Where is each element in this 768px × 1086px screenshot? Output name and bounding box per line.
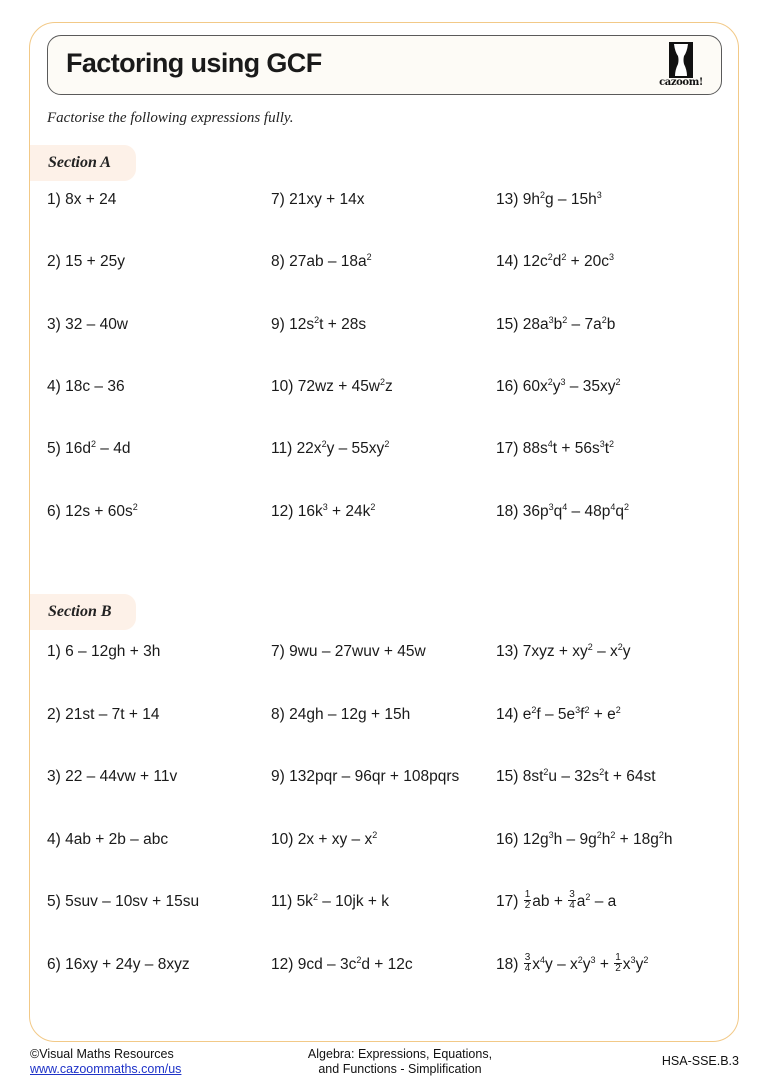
question-item: 2) 15 + 25y [47, 253, 125, 271]
question-item: 1) 6 – 12gh + 3h [47, 643, 161, 660]
question-item: 13) $7xyz + xy^2 - x^2y$ [496, 642, 631, 660]
question-item: 7) 9wu – 27wuv + 45w [271, 643, 426, 660]
question-item: 1) 8x + 24 [47, 191, 117, 208]
cazoom-cup-icon [669, 42, 693, 78]
question-item: 16) $12g^3h - 9g^2h^2 + 18g^2h$ [496, 829, 673, 848]
footer-topic [295, 1047, 505, 1077]
question-item: 4) 18c – 36 [47, 377, 125, 395]
question-item: 18) $\frac{3}{4}$ $x^4y - x^2y^3$ + $\frac{1}{2}$ $x^3y^2$ [496, 951, 649, 974]
question-item: 10) 2x + xy – $x^2$ [271, 829, 378, 848]
topic-line-2: and Functions - Simplification [318, 1062, 482, 1076]
section-a-tab [30, 145, 136, 181]
fraction: $\frac{3}{4}$ [524, 951, 531, 974]
question-item: 12) $16k^3 + 24k^2$ [271, 501, 376, 520]
question-item: 15) $28a^3b^2 - 7a^2b$ [496, 314, 616, 333]
fraction: $\frac{1}{2}$ [524, 889, 531, 912]
section-b-label: Section B [48, 603, 112, 620]
question-item: 17) $88s^4t + 56s^3t^2$ [496, 439, 615, 458]
copyright-text: ©Visual Maths Resources [30, 1047, 174, 1061]
question-item: 5) 5suv – 10sv + 15su [47, 893, 200, 910]
question-item: 6) $12s + 60s^2$ [47, 501, 138, 520]
question-item: 3) 32 – 40w [47, 315, 129, 333]
question-item: 16) $60x^2y^3 - 35xy^2$ [496, 376, 621, 395]
question-item: 10) $72wz + 45w^2z$ [271, 376, 393, 395]
footer-standard: HSA-SSE.B.3 [661, 1054, 739, 1068]
fraction: $\frac{1}{2}$ [615, 951, 621, 974]
question-item: 2) 21st – 7t + 14 [47, 705, 160, 723]
question-item: 5) $16d^2 - 4d$ [47, 439, 131, 458]
question-item: 9) 132pqr – 96qr + 108pqrs [271, 768, 460, 785]
cazoom-logo [657, 42, 705, 90]
fraction: $\frac{3}{4}$ [569, 889, 575, 912]
question-item: 14) $e^2f - 5e^3f^2 + e^2$ [496, 704, 621, 723]
question-item: 15) $8st^2u - 32s^2t + 64st$ [496, 767, 656, 785]
instruction-text: Factorise the following expressions fully. [47, 110, 294, 126]
logo-text: cazoom! [659, 77, 703, 88]
question-item: 8) 24gh – 12g + 15h [271, 705, 411, 723]
question-item: 4) 4ab + 2b – abc [47, 830, 169, 848]
title-box [47, 35, 722, 95]
question-item: 7) 21xy + 14x [271, 191, 365, 208]
page-title: Factoring using GCF [66, 48, 322, 78]
question-item: 9) $12s^2t + 28s$ [271, 314, 367, 333]
footer-copyright [30, 1047, 181, 1077]
question-item: 6) 16xy + 24y – 8xyz [47, 955, 190, 973]
topic-line-1: Algebra: Expressions, Equations, [307, 1047, 493, 1061]
website-link[interactable]: www.cazoommaths.com/us [30, 1062, 182, 1076]
question-item: 11) $5k^2 - 10jk + k$ [271, 892, 390, 910]
question-item: 18) $36p^3q^4 - 48p^4q^2$ [496, 501, 630, 520]
question-item: 8) $27ab - 18a^2$ [271, 252, 372, 271]
question-item: 3) 22 – 44vw + 11v [47, 768, 178, 785]
question-item: 11) $22x^2y - 55xy^2$ [271, 439, 390, 458]
question-item: 14) $12c^2d^2 + 20c^3$ [496, 252, 615, 271]
section-b-tab [30, 594, 136, 630]
section-a-label: Section A [48, 154, 111, 171]
question-item: 12) $9cd - 3c^2d + 12c$ [271, 954, 413, 973]
question-item: 13) $9h^2g - 15h^3$ [496, 190, 602, 208]
question-item: 17) $\frac{1}{2}$ ab + $\frac{3}{4}$ $a^2$ – a [496, 889, 617, 912]
worksheet-frame [29, 22, 739, 1042]
